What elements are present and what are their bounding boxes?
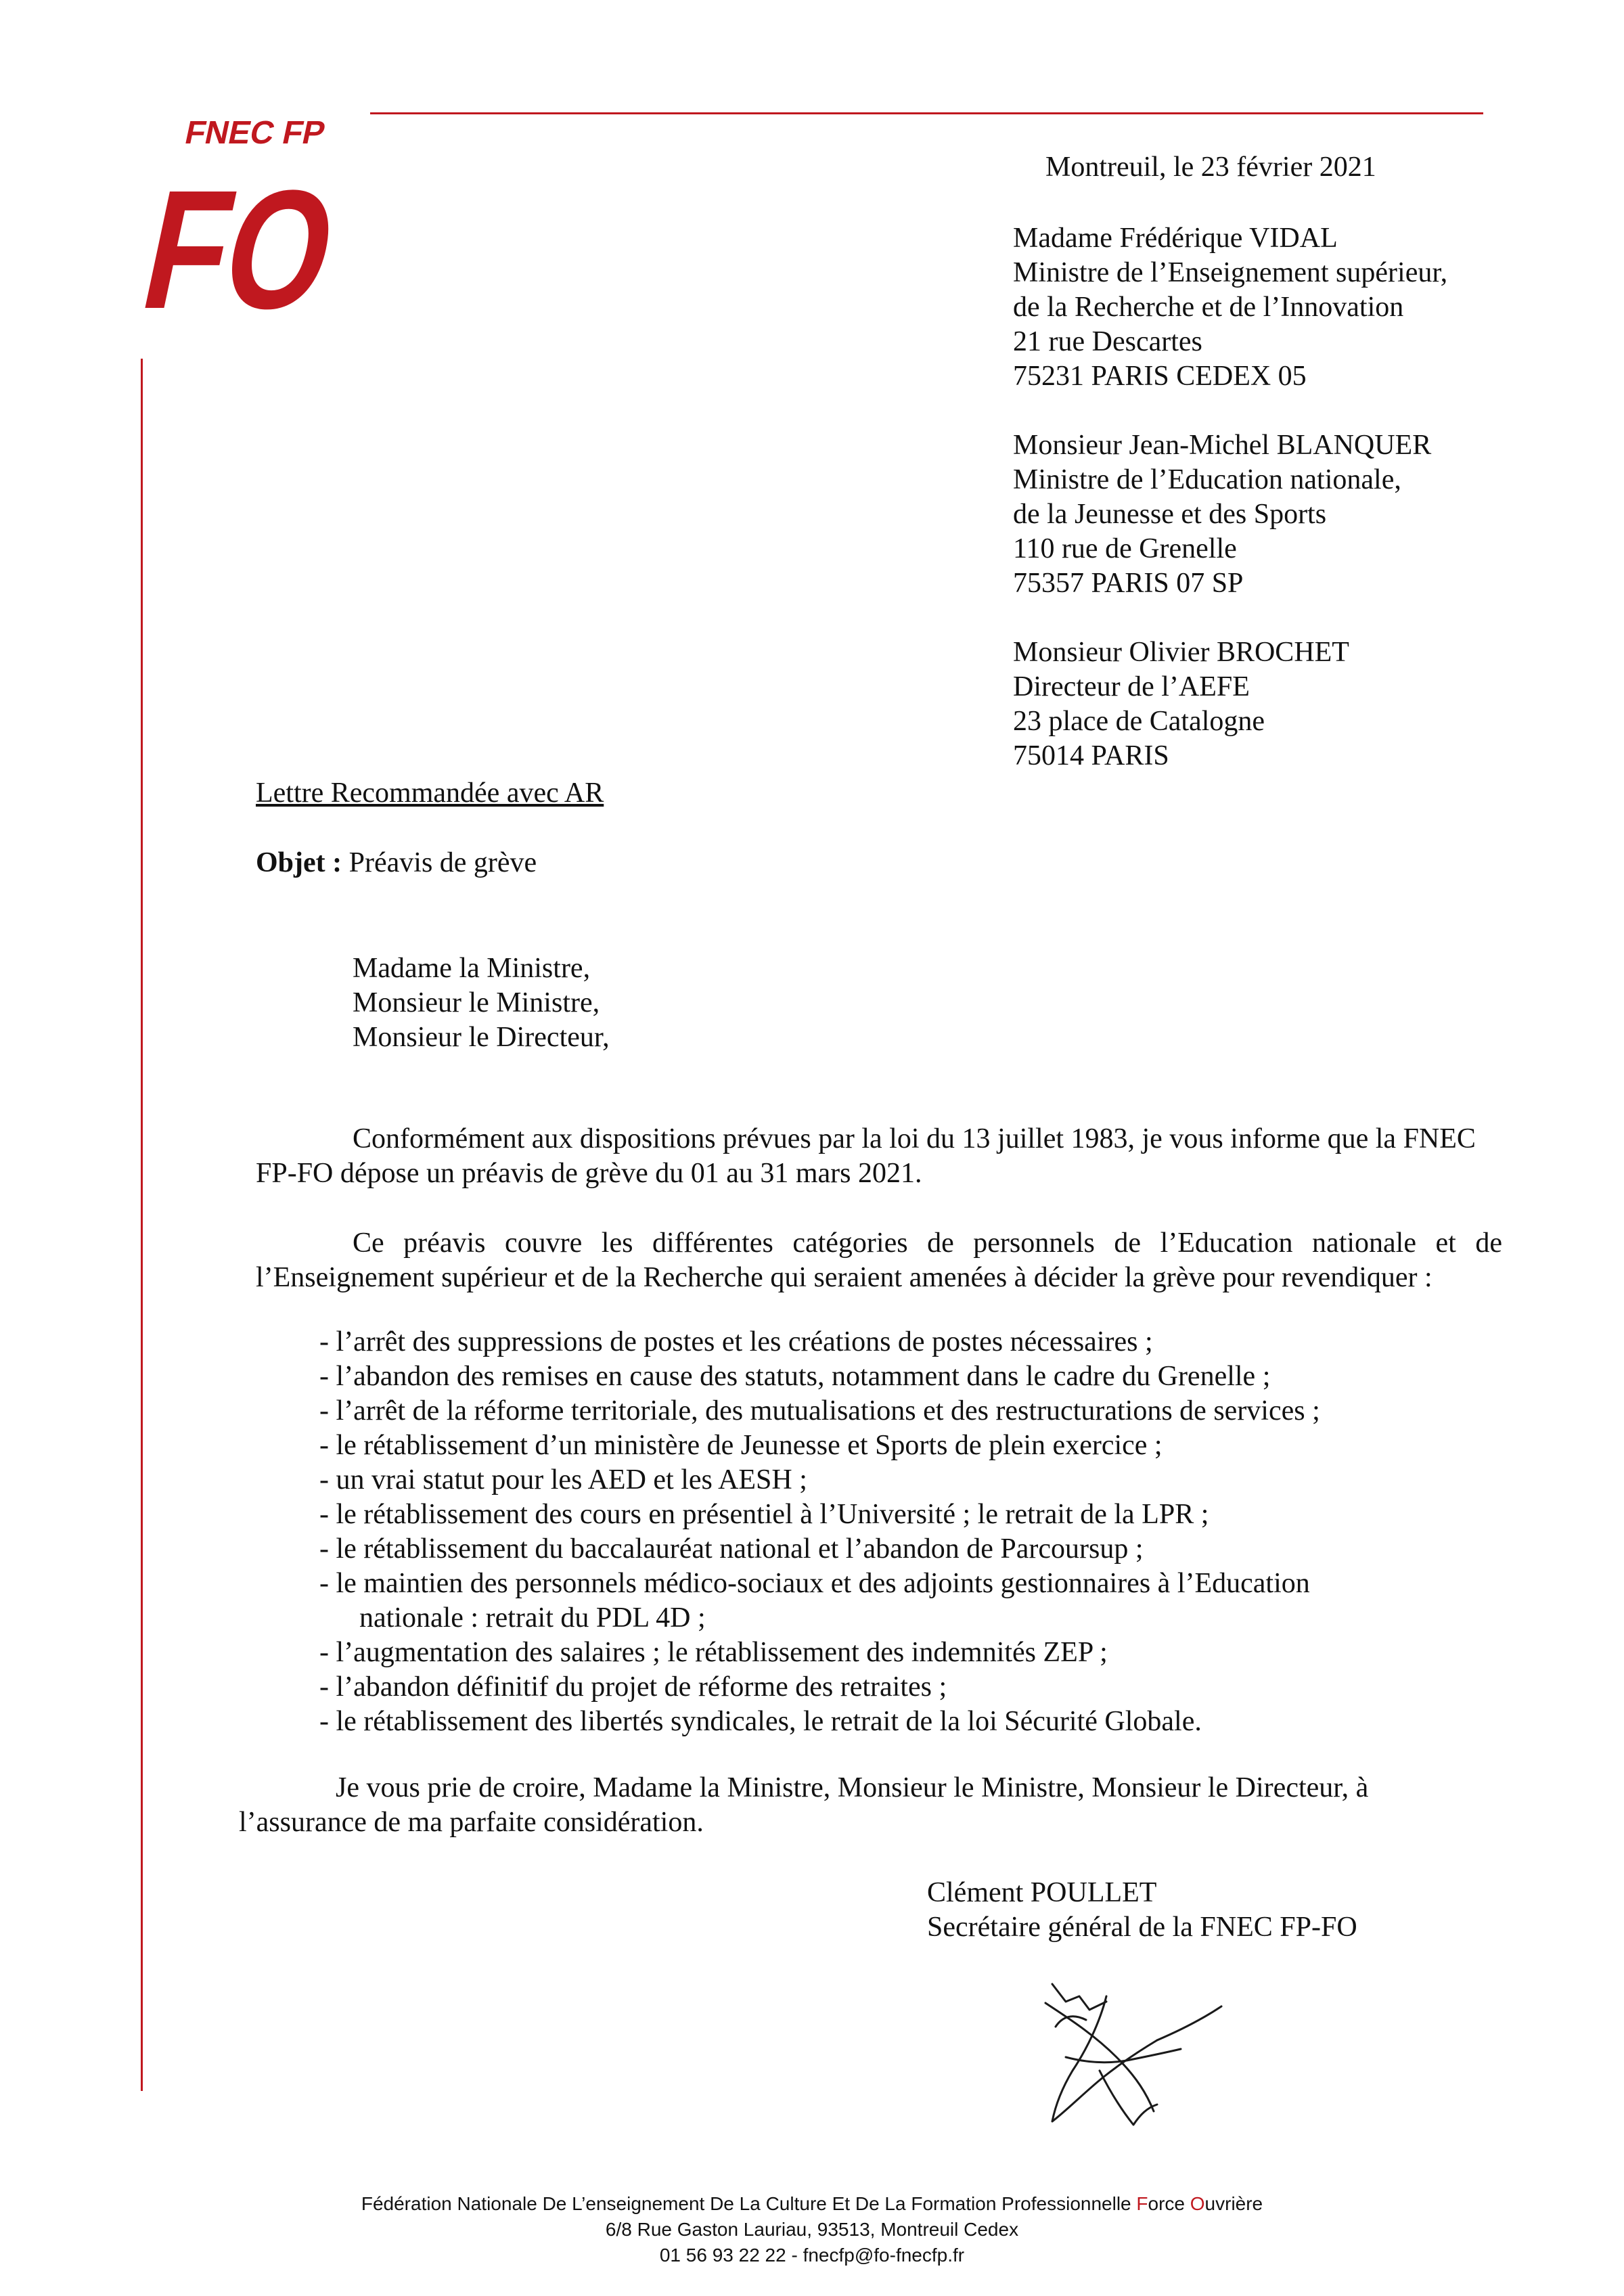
recipient-line: 110 rue de Grenelle: [1013, 533, 1237, 564]
footer-org-letter-f: F: [1136, 2193, 1148, 2214]
footer: [0, 2191, 1624, 2268]
registered-mail-note: Lettre Recommandée avec AR: [256, 778, 604, 809]
list-item: - l’abandon des remises en cause des statuts, notamment dans le cadre du Grenelle ;: [319, 1361, 1271, 1392]
recipient-line: Monsieur Olivier BROCHET: [1013, 637, 1349, 668]
list-item: - l’arrêt des suppressions de postes et les créations de postes nécessaires ;: [319, 1326, 1153, 1357]
footer-org-text: orce: [1148, 2193, 1190, 2214]
signatory-title: Secrétaire général de la FNEC FP-FO: [927, 1912, 1357, 1943]
footer-org-letter-o: O: [1190, 2193, 1205, 2214]
signature-strokes: [1025, 1976, 1228, 2138]
subject-line: [256, 846, 537, 880]
recipient-line: de la Jeunesse et des Sports: [1013, 499, 1327, 530]
signatory-name: Clément POULLET: [927, 1877, 1157, 1908]
logo-top-text: FNEC FP: [181, 114, 329, 151]
recipient-line: 75357 PARIS 07 SP: [1013, 568, 1244, 599]
margin-rule: [141, 359, 143, 2091]
footer-address: 6/8 Rue Gaston Lauriau, 93513, Montreuil Cedex: [605, 2219, 1019, 2240]
list-item: - le rétablissement du baccalauréat national et l’abandon de Parcoursup ;: [319, 1533, 1144, 1565]
footer-org-text: Fédération Nationale De L’enseignement De La Culture Et De La Formation Professionnelle: [361, 2193, 1137, 2214]
recipient-line: Madame Frédérique VIDAL: [1013, 223, 1338, 254]
list-item-continuation: nationale : retrait du PDL 4D ;: [359, 1602, 706, 1634]
subject-text: Préavis de grève: [342, 847, 537, 878]
salutation-line: Madame la Ministre,: [353, 953, 591, 984]
salutation-line: Monsieur le Directeur,: [353, 1022, 610, 1053]
logo-graphic: [129, 114, 404, 344]
recipient-line: Directeur de l’AEFE: [1013, 671, 1250, 702]
recipient-block: [1013, 428, 1431, 601]
date-line: Montreuil, le 23 février 2021: [1045, 152, 1376, 183]
list-item: - le maintien des personnels médico-sociaux et des adjoints gestionnaires à l’Education: [319, 1568, 1310, 1599]
list-item: - l’augmentation des salaires ; le rétablissement des indemnités ZEP ;: [319, 1637, 1108, 1668]
footer-organization: [0, 2191, 1624, 2217]
recipient-line: Ministre de l’Education nationale,: [1013, 464, 1401, 495]
footer-org-text: uvrière: [1204, 2193, 1263, 2214]
closing-paragraph: Je vous prie de croire, Madame la Ministre, Monsieur le Ministre, Monsieur le Directeur, à l’assurance de ma parfaite considération.: [239, 1772, 1369, 1838]
header-rule: [370, 112, 1483, 114]
demands-list: [319, 1325, 1320, 1739]
footer-contact: 01 56 93 22 22 - fnecfp@fo-fnecfp.fr: [659, 2245, 965, 2266]
recipient-line: 75231 PARIS CEDEX 05: [1013, 361, 1307, 392]
recipient-line: 23 place de Catalogne: [1013, 706, 1265, 737]
paragraph-scope: Ce préavis couvre les différentes catégories de personnels de l’Education nationale et de l’Enseignement supérieur et de la Recherche qui seraient amenées à décider la grève pour revendiquer :: [256, 1228, 1502, 1293]
salutation: [353, 951, 610, 1055]
list-item: - le rétablissement des cours en présentiel à l’Université ; le retrait de la LPR ;: [319, 1499, 1209, 1530]
recipient-line: 21 rue Descartes: [1013, 326, 1202, 357]
logo-main-text: FO: [129, 154, 404, 344]
recipient-block: [1013, 635, 1349, 773]
paragraph-notice: Conformément aux dispositions prévues par la loi du 13 juillet 1983, je vous informe que la FNEC FP-FO dépose un préavis de grève du 01 au 31 mars 2021.: [256, 1123, 1476, 1189]
salutation-line: Monsieur le Ministre,: [353, 987, 600, 1018]
subject-label: Objet :: [256, 847, 342, 878]
list-item: - l’arrêt de la réforme territoriale, des mutualisations et des restructurations de services ;: [319, 1395, 1320, 1426]
list-item: - l’abandon définitif du projet de réforme des retraites ;: [319, 1671, 947, 1703]
list-item: - le rétablissement d’un ministère de Jeunesse et Sports de plein exercice ;: [319, 1430, 1163, 1461]
list-item: - un vrai statut pour les AED et les AESH ;: [319, 1464, 807, 1495]
fnec-fp-fo-logo: [129, 114, 404, 344]
recipient-line: 75014 PARIS: [1013, 740, 1169, 771]
signatory-block: [927, 1876, 1357, 1945]
recipient-line: Monsieur Jean-Michel BLANQUER: [1013, 430, 1432, 461]
list-item: - le rétablissement des libertés syndicales, le retrait de la loi Sécurité Globale.: [319, 1706, 1202, 1737]
handwritten-signature: [1025, 1976, 1228, 2138]
recipient-block: [1013, 221, 1447, 394]
recipient-line: de la Recherche et de l’Innovation: [1013, 292, 1404, 323]
recipient-line: Ministre de l’Enseignement supérieur,: [1013, 257, 1448, 288]
